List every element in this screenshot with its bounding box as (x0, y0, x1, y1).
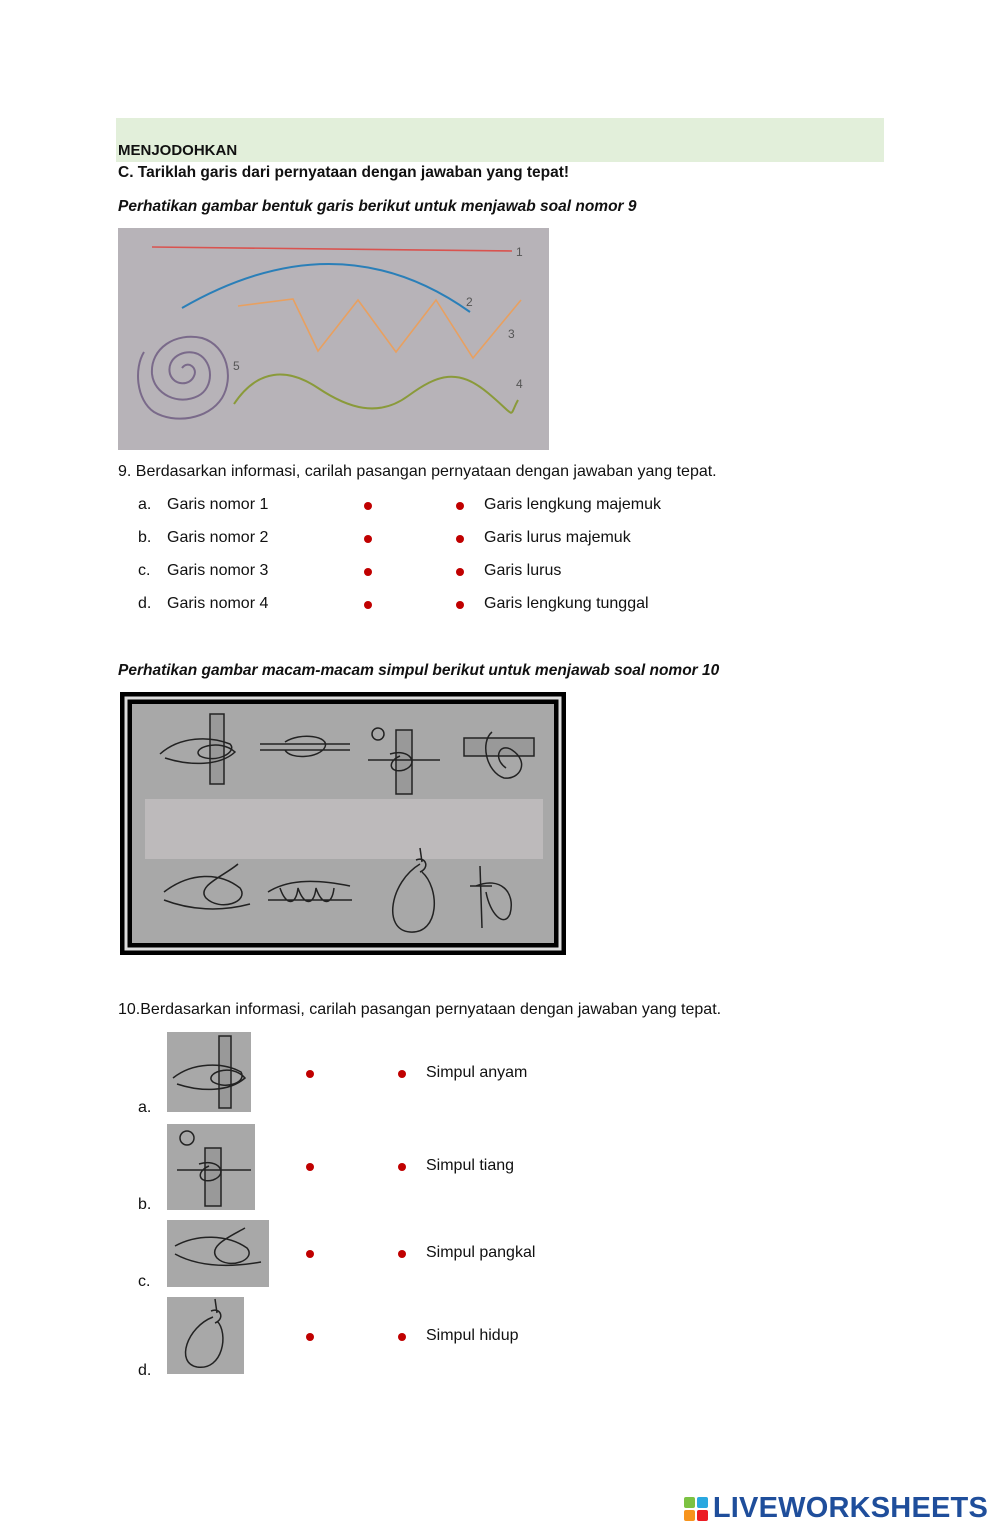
q10-right-dot-2[interactable] (398, 1163, 406, 1171)
simpul-hidup-icon (186, 1299, 223, 1367)
q9-letter-d: d. (138, 595, 152, 612)
lines-figure-svg (118, 228, 549, 450)
knot-thumb-c-svg (167, 1220, 269, 1287)
q9-right-2: Garis lurus majemuk (484, 529, 631, 546)
brand-name: LIVEWORKSHEETS (712, 1492, 988, 1524)
q10-right-4: Simpul hidup (426, 1327, 519, 1344)
knots-figure-svg (120, 692, 566, 955)
figure-label-2: 2 (466, 295, 473, 309)
q10-right-3: Simpul pangkal (426, 1244, 536, 1261)
figure-label-3: 3 (508, 327, 515, 341)
q9-left-c: Garis nomor 3 (167, 562, 269, 579)
figure-label-1: 1 (516, 245, 523, 259)
q10-letter-d: d. (138, 1362, 152, 1379)
q10-right-1: Simpul anyam (426, 1064, 528, 1081)
q9-letter-b: b. (138, 529, 152, 546)
knot-thumb-a (167, 1032, 251, 1112)
knots-figure (120, 692, 566, 955)
brand-mark-icon (684, 1497, 708, 1521)
q10-right-dot-3[interactable] (398, 1250, 406, 1258)
simpul-tiang-icon (177, 1131, 251, 1206)
q9-left-dot-a[interactable] (364, 502, 372, 510)
q9-right-dot-2[interactable] (456, 535, 464, 543)
q9-letter-a: a. (138, 496, 152, 513)
q9-right-3: Garis lurus (484, 562, 562, 579)
q9-left-dot-d[interactable] (364, 601, 372, 609)
q9-right-dot-4[interactable] (456, 601, 464, 609)
knot-thumb-d (167, 1297, 244, 1374)
q9-right-dot-1[interactable] (456, 502, 464, 510)
knot-thumb-c (167, 1220, 269, 1287)
simpul-pangkal-icon (173, 1036, 245, 1108)
note-10: Perhatikan gambar macam-macam simpul berikut untuk menjawab soal nomor 10 (118, 662, 720, 679)
knot-thumb-b-svg (167, 1124, 255, 1210)
q10-left-dot-d[interactable] (306, 1333, 314, 1341)
note-9: Perhatikan gambar bentuk garis berikut untuk menjawab soal nomor 9 (118, 198, 637, 215)
q10-left-dot-a[interactable] (306, 1070, 314, 1078)
q10-right-2: Simpul tiang (426, 1157, 515, 1174)
q9-left-d: Garis nomor 4 (167, 595, 269, 612)
q10-letter-b: b. (138, 1196, 152, 1213)
lines-figure (118, 228, 549, 450)
instruction: C. Tariklah garis dari pernyataan dengan jawaban yang tepat! (118, 164, 570, 181)
q9-right-4: Garis lengkung tunggal (484, 595, 649, 612)
q10-letter-a: a. (138, 1099, 152, 1116)
q9-right-dot-3[interactable] (456, 568, 464, 576)
q9-left-b: Garis nomor 2 (167, 529, 269, 546)
brand-logo[interactable] (684, 1492, 988, 1525)
q9-left-dot-b[interactable] (364, 535, 372, 543)
q10-right-dot-1[interactable] (398, 1070, 406, 1078)
figure-label-4: 4 (516, 377, 523, 391)
figure-blank-strip (145, 799, 543, 859)
page-title: MENJODOHKAN (118, 142, 238, 159)
q9-left-a: Garis nomor 1 (167, 496, 269, 513)
q10-left-dot-b[interactable] (306, 1163, 314, 1171)
knot-thumb-a-svg (167, 1032, 251, 1112)
simpul-anyam-icon (175, 1228, 261, 1265)
question-10: 10.Berdasarkan informasi, carilah pasangan pernyataan dengan jawaban yang tepat. (118, 1001, 722, 1018)
q10-letter-c: c. (138, 1273, 151, 1290)
q9-letter-c: c. (138, 562, 151, 579)
q10-right-dot-4[interactable] (398, 1333, 406, 1341)
knot-thumb-d-svg (167, 1297, 244, 1374)
question-9: 9. Berdasarkan informasi, carilah pasangan pernyataan dengan jawaban yang tepat. (118, 463, 717, 480)
figure-background (118, 228, 549, 450)
q10-left-dot-c[interactable] (306, 1250, 314, 1258)
figure-label-5: 5 (233, 359, 240, 373)
q9-right-1: Garis lengkung majemuk (484, 496, 661, 513)
knot-thumb-b (167, 1124, 255, 1210)
q9-left-dot-c[interactable] (364, 568, 372, 576)
